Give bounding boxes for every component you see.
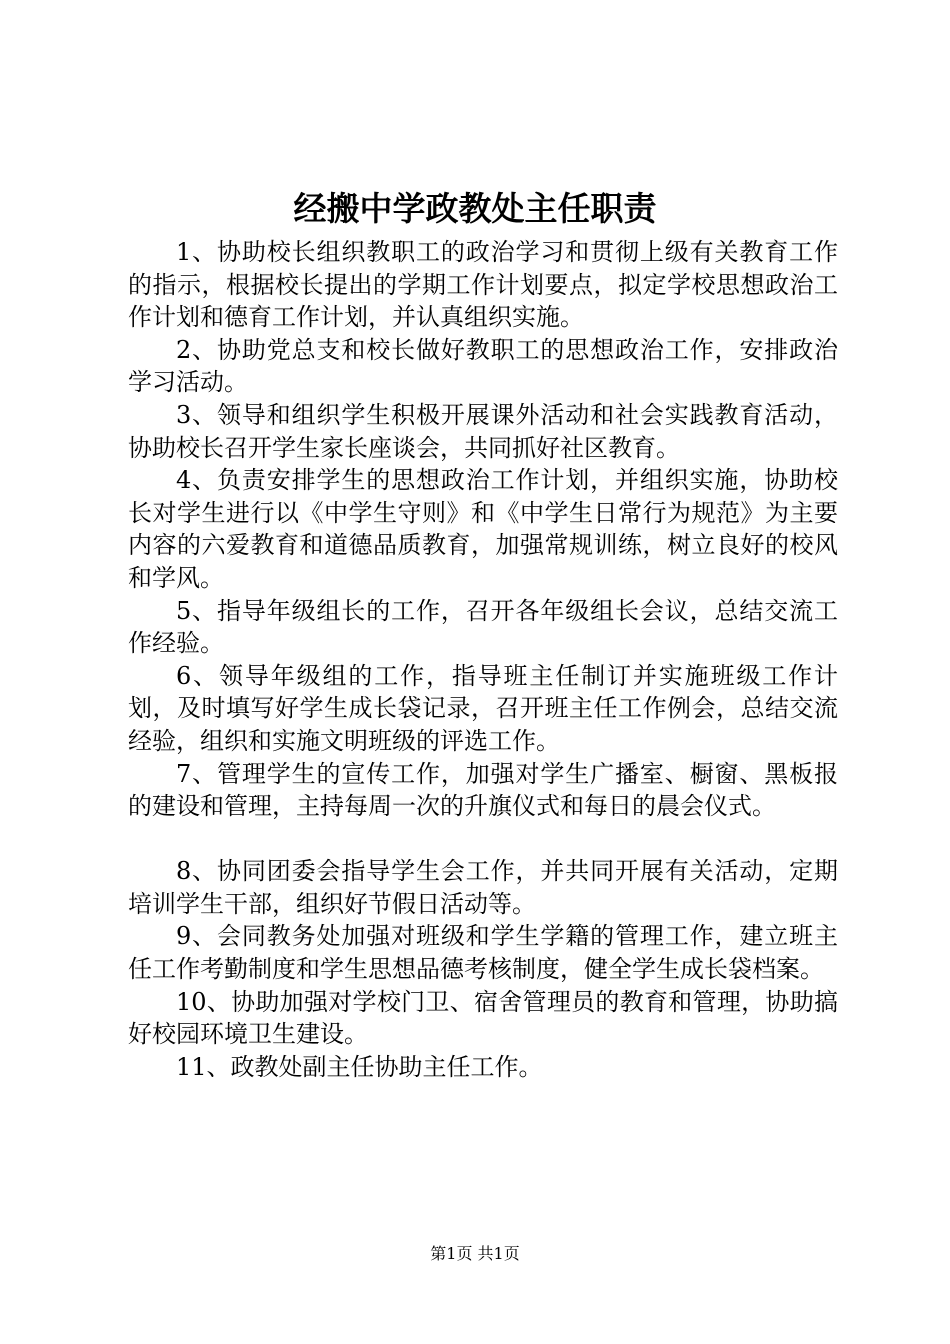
duty-item-11: 11、政教处副主任协助主任工作。 — [176, 1052, 543, 1081]
duty-item-8: 8、协同团委会指导学生会工作，并共同开展有关活动，定期培训学生干部，组织好节假日活动等。 — [128, 857, 838, 918]
duty-item-1: 1、协助校长组织教职工的政治学习和贯彻上级有关教育工作的指示，根据校长提出的学期工作计划要点，拟定学校思想政治工作计划和德育工作计划，并认真组织实施。 — [128, 238, 838, 332]
page-footer: 第1页 共1页 — [430, 1244, 520, 1263]
duty-item-2: 2、协助党总支和校长做好教职工的思想政治工作，安排政治学习活动。 — [128, 335, 838, 397]
duty-item-5: 5、指导年级组长的工作，召开各年级组长会议，总结交流工作经验。 — [128, 596, 838, 658]
document-title: 经搬中学政教处主任职责 — [293, 189, 657, 228]
duty-item-10: 10、协助加强对学校门卫、宿舍管理员的教育和管理，协助搞好校园环境卫生建设。 — [128, 987, 838, 1049]
duty-item-3: 3、领导和组织学生积极开展课外活动和社会实践教育活动，协助校长召开学生家长座谈会，共同抓好社区教育。 — [128, 400, 838, 462]
duty-item-9: 9、会同教务处加强对班级和学生学籍的管理工作，建立班主任工作考勤制度和学生思想品德考核制度，健全学生成长袋档案。 — [128, 922, 838, 984]
duty-item-6: 6、领导年级组的工作，指导班主任制订并实施班级工作计划，及时填写好学生成长袋记录，召开班主任工作例会，总结交流经验，组织和实施文明班级的评选工作。 — [128, 661, 838, 755]
document-body — [128, 236, 838, 1083]
duty-item-7: 7、管理学生的宣传工作，加强对学生广播室、橱窗、黑板报的建设和管理，主持每周一次的升旗仪式和每日的晨会仪式。 — [128, 759, 838, 821]
duty-item-4: 4、负责安排学生的思想政治工作计划，并组织实施，协助校长对学生进行以《中学生守则》和《中学生日常行为规范》为主要内容的六爱教育和道德品质教育，加强常规训练，树立良好的校风和学风。 — [128, 466, 838, 592]
